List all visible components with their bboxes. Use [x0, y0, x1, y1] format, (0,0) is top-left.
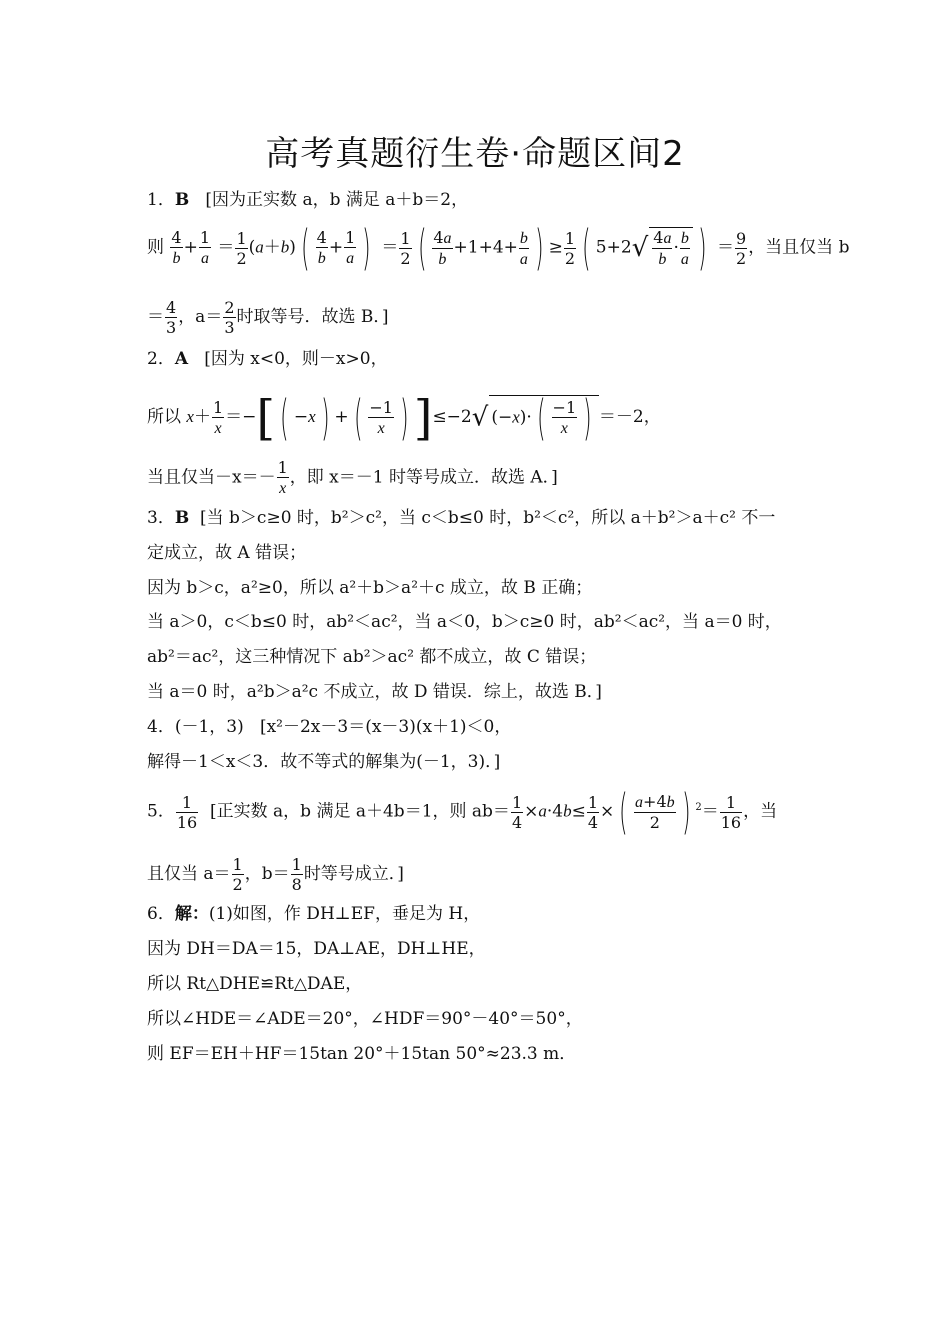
- q5-answer-numerator: 1: [176, 793, 198, 813]
- q3-number: 3．: [147, 508, 175, 528]
- fraction: $\frac{4}{b}$: [171, 228, 182, 267]
- q1-text-1: [因为正实数 a，b 满足 a＋b＝2，: [205, 190, 469, 210]
- q6-line-1: [147, 902, 480, 926]
- q5-answer-fraction: [176, 793, 198, 832]
- q3-text-1: [当 b＞c≥0 时，b²＞c²，当 c＜b≤0 时，b²＜c²，所以 a＋b²＞a＋c² 不一: [200, 508, 776, 528]
- q5-text-1: [正实数 a，b 满足 a＋4b＝1，则 ab＝: [210, 801, 510, 822]
- q4-line-2: 解得－1＜x＜3．故不等式的解集为(－1，3)．]: [147, 752, 501, 772]
- q6-number: 6．: [147, 904, 175, 924]
- fraction: $\frac{1}{2}$: [232, 855, 243, 894]
- fraction: $\frac{1}{16}$: [720, 792, 742, 832]
- q2-answer: A: [174, 349, 189, 369]
- q4-number: 4．: [147, 717, 175, 737]
- fraction: $\frac{-1}{x}$: [369, 397, 393, 437]
- q1-text-3-end: 时取等号．故选 B．]: [236, 307, 389, 327]
- fraction: $\frac{1}{2}$: [564, 228, 576, 268]
- fraction: $\frac{1}{2}$: [236, 228, 247, 268]
- q3-line-6: 当 a＝0 时，a²b＞a²c 不成立，故 D 错误．综上，故选 B．]: [147, 682, 602, 702]
- fraction: $\frac{1}{x}$: [277, 458, 288, 497]
- q2-line-2: 所以 x＋ $\frac{1}{x}$ ＝−[ ( −x ) + ( $\frac{-1}{x}$ ) ]≤−2√ (−x)· ( $\frac{-1}{x}$ ) ＝－2，: [147, 389, 661, 446]
- fraction: $\frac{b}{a}$: [519, 229, 528, 268]
- fraction: $\frac{2}{3}$: [224, 298, 235, 337]
- fraction: $\frac{1}{a}$: [345, 228, 356, 267]
- q2-text-2-end: ＝－2，: [598, 407, 661, 427]
- q5-answer-denominator: 16: [176, 812, 198, 832]
- q6-line-2: 因为 DH＝DA＝15，DA⊥AE，DH⊥HE，: [147, 939, 486, 959]
- fraction: $\frac{1}{a}$: [199, 228, 211, 267]
- fraction: $\frac{1}{4}$: [511, 792, 523, 832]
- q6-answer-label: 解：: [174, 904, 209, 924]
- fraction: $\frac{1}{2}$: [400, 228, 411, 268]
- q5-text-2-end: 时等号成立．]: [303, 864, 404, 884]
- q1-text-2-end: ，当且仅当 b: [748, 237, 850, 258]
- q2-number: 2．: [147, 349, 175, 369]
- q2-line-3: [147, 458, 558, 498]
- page-title: 高考真题衍生卷·命题区间2: [265, 134, 685, 174]
- fraction: $\frac{1}{4}$: [587, 792, 599, 832]
- fraction: $\frac{9}{2}$: [736, 228, 747, 268]
- q6-line-5: 则 EF＝EH＋HF＝15tan 20°＋15tan 50°≈23.3 m．: [147, 1044, 577, 1064]
- q1-line-3: ＝ $\frac{4}{3}$ ，a＝ $\frac{2}{3}$ 时取等号．故选 B．]: [147, 298, 389, 337]
- q1-line-1: [147, 188, 468, 212]
- q3-answer: B: [174, 508, 190, 528]
- q2-text-1: [因为 x<0，则－x>0，: [204, 349, 388, 369]
- fraction: $\frac{4a}{b}$: [433, 227, 452, 268]
- q4-text-1: [x²－2x－3＝(x－3)(x＋1)＜0，: [259, 717, 512, 737]
- q6-line-4: 所以∠HDE＝∠ADE＝20°，∠HDF＝90°－40°＝50°，: [147, 1009, 583, 1029]
- q5-line-1: 5． $\frac{1}{16}$ [正实数 a，b 满足 a＋4b＝1，则 ab＝ $\frac{1}{4}$ ×a·4b≤ $\frac{1}{4}$ × ( $\frac{a+4b}{2}$ ) $^2$＝ $\frac{1}{16}$ ，当: [147, 784, 778, 840]
- q3-line-4: 当 a＞0，c＜b≤0 时，ab²＜ac²，当 a＜0，b＞c≥0 时，ab²＜ac²，当 a＝0 时，: [147, 612, 782, 632]
- q3-line-1: [147, 506, 775, 530]
- q5-text-1-end: ，当: [743, 801, 778, 822]
- q1-answer: B: [174, 190, 190, 210]
- q2-text-3-pre: 当且仅当－x＝－: [147, 467, 276, 488]
- q6-line-3: 所以 Rt△DHE≌Rt△DAE，: [147, 974, 363, 994]
- fraction: $\frac{4}{3}$: [166, 298, 177, 337]
- q5-line-2: [147, 855, 404, 894]
- q6-text-1: (1)如图，作 DH⊥EF，垂足为 H，: [208, 904, 481, 924]
- q2-text-2-pre: 所以: [147, 407, 181, 427]
- q5-number: 5．: [147, 801, 175, 822]
- fraction: $\frac{1}{8}$: [291, 855, 302, 894]
- q3-line-3: 因为 b＞c，a²≥0，所以 a²＋b＞a²＋c 成立，故 B 正确；: [147, 578, 593, 598]
- q3-line-5: ab²＝ac²，这三种情况下 ab²＞ac² 都不成立，故 C 错误；: [147, 647, 597, 667]
- q4-answer: (－1，3): [174, 717, 244, 737]
- sqrt: (−x)· ( $\frac{-1}{x}$ ): [489, 395, 599, 440]
- q1-text-2-pre: 则: [147, 237, 164, 258]
- q4-line-1: [147, 715, 511, 739]
- sqrt: $\frac{4a}{b}$ · $\frac{b}{a}$: [649, 227, 693, 269]
- fraction: $\frac{4}{b}$: [316, 228, 327, 267]
- q1-text-3-mid: ，a＝: [178, 307, 223, 327]
- q5-text-2-pre: 且仅当 a＝: [147, 864, 231, 884]
- q3-line-2: 定成立，故 A 错误；: [147, 543, 307, 563]
- q2-text-3-end: ，即 x＝－1 时等号成立．故选 A．]: [289, 467, 558, 488]
- q1-number: 1．: [147, 190, 175, 210]
- fraction: $\frac{a+4b}{2}$: [635, 792, 675, 832]
- fraction: $\frac{1}{x}$: [212, 397, 224, 437]
- q1-line-2: 则 $\frac{4}{b}$ + $\frac{1}{a}$ ＝ $\frac{1}{2}$ (a＋b) ( $\frac{4}{b}$ + $\frac{1}{a}$ ) ＝ $\frac{1}{2}$ ( $\frac{4a}{b}$ +1+4+ $\frac{b}{a}$ ) ≥ $\frac{1}{2}$ ( 5+2√ $\frac{4a}{b}$ · $\frac{b}{a}$ ) ＝ $\frac{9}{2}$ ，当且仅当 b: [147, 220, 850, 276]
- q5-text-2-mid: ，b＝: [244, 864, 290, 884]
- q2-line-1: [147, 347, 388, 371]
